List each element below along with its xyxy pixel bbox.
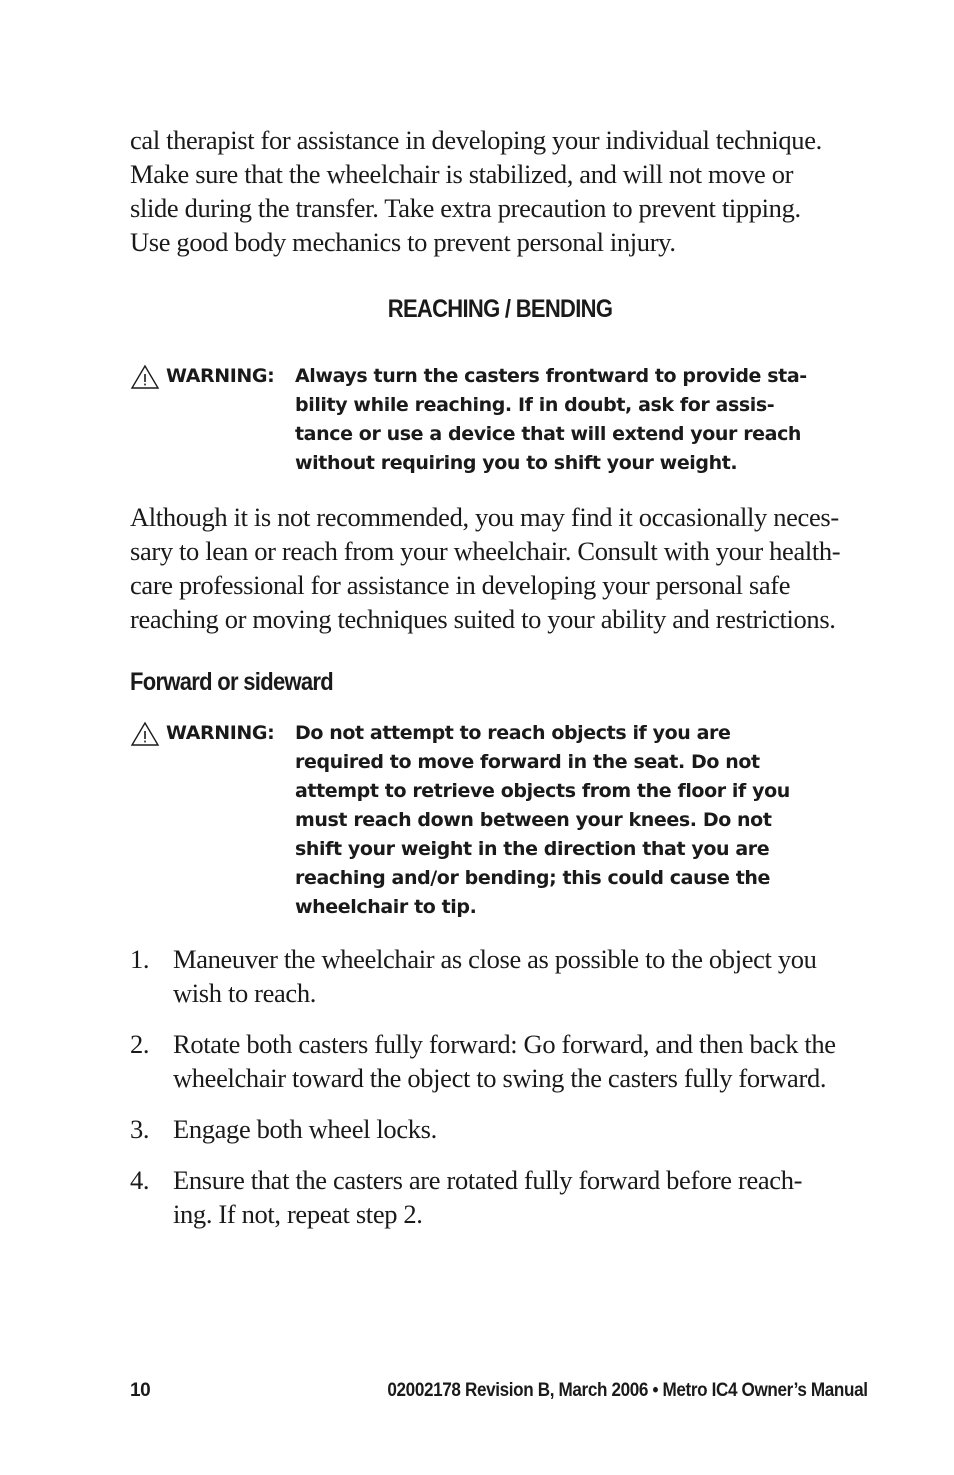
intro-paragraph	[130, 123, 870, 259]
step-line: Engage both wheel locks.	[173, 1114, 437, 1144]
paragraph-line: care professional for assistance in developing your personal safe	[130, 570, 791, 600]
warning-line: tance or use a device that will extend your reach	[295, 423, 802, 445]
step-line: wish to reach.	[173, 978, 317, 1008]
warning-line: shift your weight in the direction that you are	[295, 838, 770, 860]
page-footer	[130, 1380, 868, 1402]
page-number: 10	[130, 1380, 151, 1401]
warning-text	[295, 719, 870, 922]
section-heading: REACHING / BENDING	[387, 295, 613, 323]
paragraph-line: reaching or moving techniques suited to your ability and restrictions.	[130, 604, 836, 634]
step-line: Rotate both casters fully forward: Go forward, and then back the	[173, 1029, 836, 1059]
warning-line: Do not attempt to reach objects if you are	[295, 722, 731, 744]
warning-line: required to move forward in the seat. Do not	[295, 751, 760, 773]
step-number: 4.	[130, 1165, 150, 1195]
step-line: Ensure that the casters are rotated fully forward before reach-	[173, 1165, 803, 1195]
warning-label-group	[130, 362, 274, 391]
intro-line: slide during the transfer. Take extra precaution to prevent tipping.	[130, 193, 801, 223]
step-line: Maneuver the wheelchair as close as possible to the object you	[173, 944, 817, 974]
intro-line: Use good body mechanics to prevent personal injury.	[130, 227, 676, 257]
warning-label: WARNING:	[166, 722, 275, 744]
warning-line: must reach down between your knees. Do not	[295, 809, 772, 831]
warning-triangle-icon	[130, 364, 160, 390]
warning-line: bility while reaching. If in doubt, ask for assis-	[295, 394, 775, 416]
warning-line: Always turn the casters frontward to provide sta-	[295, 365, 807, 387]
warning-line: wheelchair to tip.	[295, 896, 477, 918]
paragraph-line: sary to lean or reach from your wheelchair. Consult with your health-	[130, 536, 841, 566]
warning-reaching	[130, 362, 870, 478]
warning-text	[295, 362, 870, 478]
warning-triangle-icon	[130, 721, 160, 747]
step-number: 2.	[130, 1029, 150, 1059]
step-line: wheelchair toward the object to swing the casters fully forward.	[173, 1063, 827, 1093]
warning-label-group	[130, 719, 274, 748]
step-line: ing. If not, repeat step 2.	[173, 1199, 423, 1229]
list-item	[130, 1112, 870, 1146]
steps-list	[130, 942, 870, 1231]
paragraph-line: Although it is not recommended, you may find it occasionally neces-	[130, 502, 839, 532]
warning-forward	[130, 719, 870, 922]
step-number: 1.	[130, 944, 150, 974]
subheading-wrap	[130, 668, 870, 697]
step-number: 3.	[130, 1114, 150, 1144]
subheading: Forward or sideward	[130, 668, 334, 696]
page-content	[130, 123, 870, 1248]
body-paragraph	[130, 500, 870, 636]
list-item	[130, 1163, 870, 1231]
document-info: 02002178 Revision B, March 2006 • Metro IC4 Owner’s Manual	[387, 1380, 868, 1401]
warning-line: reaching and/or bending; this could cause the	[295, 867, 771, 889]
list-item	[130, 1027, 870, 1095]
intro-line: cal therapist for assistance in developing your individual technique.	[130, 125, 822, 155]
warning-line: attempt to retrieve objects from the floor if you	[295, 780, 790, 802]
warning-label: WARNING:	[166, 365, 275, 387]
warning-line: without requiring you to shift your weight.	[295, 452, 738, 474]
intro-line: Make sure that the wheelchair is stabilized, and will not move or	[130, 159, 794, 189]
list-item	[130, 942, 870, 1010]
